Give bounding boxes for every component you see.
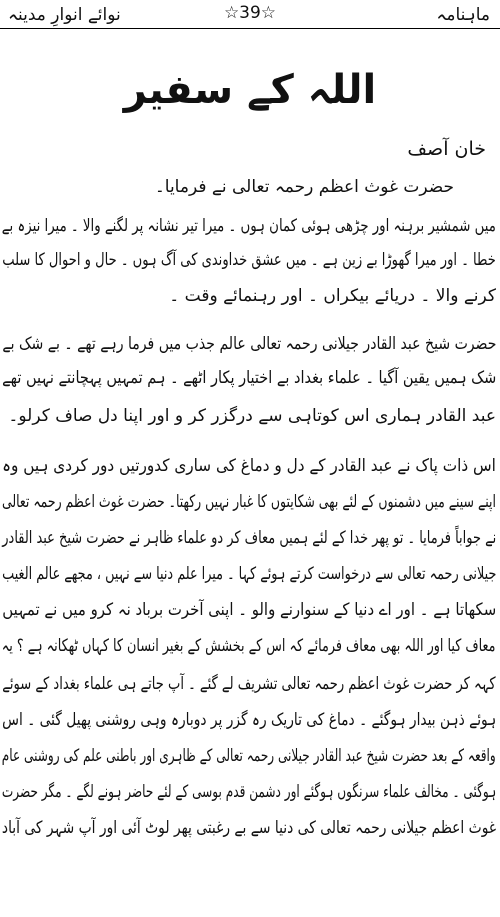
body-line: عبد القادر ہماری اس کوتاہی سے درگزر کر و اور اپنا دل صاف کرلو۔ xyxy=(8,406,496,426)
header-divider xyxy=(0,28,500,29)
article-title: اللہ کے سفیر xyxy=(123,67,377,113)
body-line: معاف کیا اور اللہ بھی معاف فرمائے کہ اس کے بخشش کے بغیر انسان کا کہاں ٹھکانہ ہے ؟ یہ xyxy=(2,636,496,656)
body-line: ہوگئی ۔ مخالف علماء سرنگوں ہوگئے اور دشمن قدم بوسی کے لئے حاضر ہونے لگے ۔ مگر حضرت xyxy=(1,782,496,802)
magazine-label: ماہنامہ xyxy=(436,5,490,25)
body-line: اس ذات پاک نے عبد القادر کے دل و دماغ کی ساری کدورتیں دور کردی ہیں وہ xyxy=(2,456,496,476)
publication-name: نوائے انوارِ مدینہ xyxy=(8,5,121,25)
body-line: شک ہمیں یقین آگیا ۔ علماء بغداد بے اختیار پکار اٹھے ۔ ہم تمہیں پہچانتے نہیں تھے xyxy=(1,368,496,388)
page-number: ☆39☆ xyxy=(223,3,277,23)
body-line: حضرت غوث اعظم رحمہ تعالی نے فرمایا۔ xyxy=(154,177,454,197)
body-line: واقعہ کے بعد حضرت شیخ عبد القادر جیلانی رحمہ تعالی کے ظاہری اور باطنی علم کی روشنی عام xyxy=(2,746,496,766)
body-line: خطا ۔ اور میرا گھوڑا بے زین ہے ۔ میں عشق خداوندی کی آگ ہوں ۔ حال و احوال کا سلب xyxy=(2,250,496,270)
body-line: نے جواباً فرمایا ۔ تو پھر خدا کے لئے ہمیں معاف کر دو علماء ظاہر نے حضرت شیخ عبد القادر xyxy=(2,528,496,548)
page-header xyxy=(0,0,500,28)
body-line: کرنے والا ۔ دریائے بیکراں ۔ اور رہنمائے وقت ۔ xyxy=(169,286,496,306)
body-line: غوث اعظم جیلانی رحمہ تعالی کی دنیا سے بے رغبتی پھر لوٹ آئی اور آپ شہر کی آباد xyxy=(1,818,496,838)
body-line: اپنے سینے میں دشمنوں کے لئے بھی شکایتوں کا غبار نہیں رکھتا۔ حضرت غوث اعظم رحمہ تعالی xyxy=(1,492,496,512)
body-line: ہوئے ذہن بیدار ہوگئے ۔ دماغ کی تاریک رہ گزر پر دوبارہ وہی روشنی پھیل گئی ۔ اس xyxy=(1,710,496,730)
body-line: سکھاتا ہے ۔ اور اے دنیا کے سنوارنے والو ۔ اپنی آخرت برباد نہ کرو میں نے تمہیں xyxy=(2,600,496,620)
article-author: خان آصف xyxy=(407,138,486,160)
body-line: میں شمشیر برہنہ اور چڑھی ہوئی کمان ہوں ۔ میرا تیر نشانہ پر لگنے والا ۔ میرا نیزہ بے xyxy=(1,216,496,236)
body-line: جیلانی رحمہ تعالی سے درخواست کرتے ہوئے کہا ۔ میرا علم دنیا سے نہیں ، مجھے عالم الغیب xyxy=(1,564,496,584)
body-line: کہہ کر حضرت غوث اعظم رحمہ تعالی تشریف لے گئے ۔ آپ جاتے ہی علماء بغداد کے سوئے xyxy=(2,674,496,694)
body-line: حضرت شیخ عبد القادر جیلانی رحمہ تعالی عالم جذب میں فرما رہے تھے ۔ بے شک بے xyxy=(1,334,496,354)
